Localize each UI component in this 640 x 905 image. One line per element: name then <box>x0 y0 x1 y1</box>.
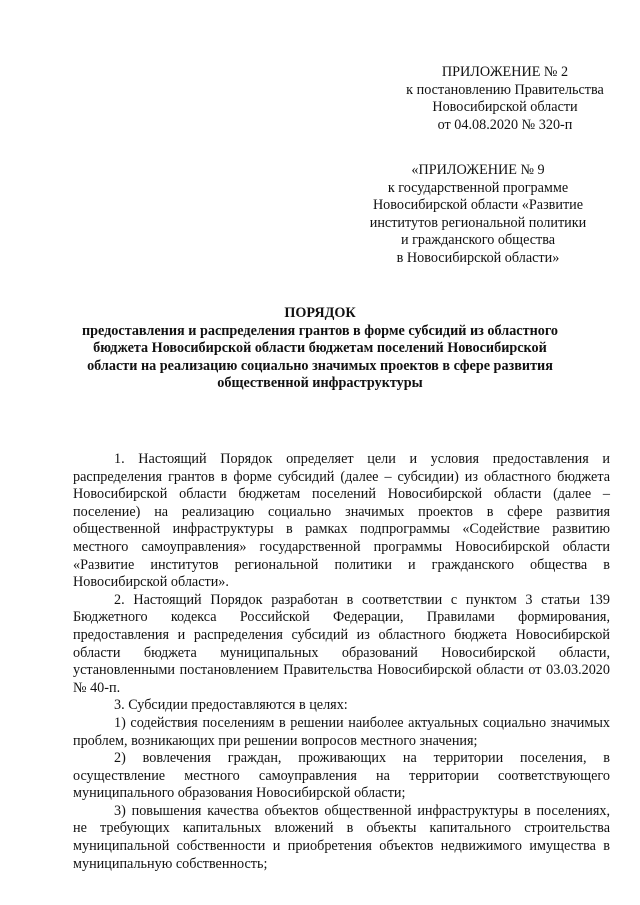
document-title <box>80 305 560 393</box>
paragraph-3-item-2: 2) вовлечения граждан, проживающих на территории поселения, в осуществление местного самоуправления на территории соответствующего муниципального образования Новосибирской области; <box>73 750 610 802</box>
title-heading: ПОРЯДОК <box>284 305 356 321</box>
annex-line: и гражданского общества <box>400 232 556 248</box>
annex-line: Новосибирской области «Развитие <box>372 197 584 213</box>
annex-line: к государственной программе <box>387 179 569 196</box>
title-line: области на реализацию социально значимых проектов в сфере развития <box>87 357 553 374</box>
document-body <box>73 451 610 873</box>
title-line: предоставления и распределения грантов в форме субсидий из областного <box>81 322 559 339</box>
annex-line: Новосибирской области <box>432 99 578 115</box>
annex-header-secondary <box>348 162 608 267</box>
annex-line: от 04.08.2020 № 320-п <box>437 116 573 133</box>
paragraph-3-item-1: 1) содействия поселениям в решении наиболее актуальных социально значимых проблем, возникающих при решении вопросов местного значения; <box>73 714 610 749</box>
title-line: бюджета Новосибирской области бюджетам поселений Новосибирской <box>93 340 547 357</box>
annex-header-primary <box>385 64 625 134</box>
title-line: общественной инфраструктуры <box>217 375 423 392</box>
paragraph-2: 2. Настоящий Порядок разработан в соответствии с пунктом 3 статьи 139 Бюджетного кодекса Российской Федерации, Правилами формирования, предоставления и распределения субсидий из областного бюджета Новосибирской области бюджета муниципальных образований Новосибирской области, установленными постановлением Правительства Новосибирской области от 03.03.2020 № 40-п. <box>73 591 610 696</box>
annex-line: «ПРИЛОЖЕНИЕ № 9 <box>411 162 545 178</box>
paragraph-3-item-3: 3) повышения качества объектов общественной инфраструктуры в поселениях, не требующих капитальных вложений в объекты капитального строительства муниципальной собственности и приобретения объектов недвижимого имущества в муниципальную собственность; <box>73 802 610 872</box>
annex-line: к постановлению Правительства <box>406 81 604 98</box>
annex-line: ПРИЛОЖЕНИЕ № 2 <box>441 64 569 80</box>
paragraph-3: 3. Субсидии предоставляются в целях: <box>114 697 348 714</box>
annex-line: институтов региональной политики <box>369 214 587 231</box>
paragraph-1: 1. Настоящий Порядок определяет цели и условия предоставления и распределения грантов в форме субсидий (далее – субсидии) из областного бюджета Новосибирской области бюджетам поселений Новосибирской области (далее – поселение) на реализацию социально значимых проектов в сфере развития общественной инфраструктуры в рамках подпрограммы «Содействие развитию местного самоуправления» государственной программы Новосибирской области «Развитие институтов региональной политики и гражданского общества в Новосибирской области». <box>73 451 610 591</box>
annex-line: в Новосибирской области» <box>396 249 560 266</box>
